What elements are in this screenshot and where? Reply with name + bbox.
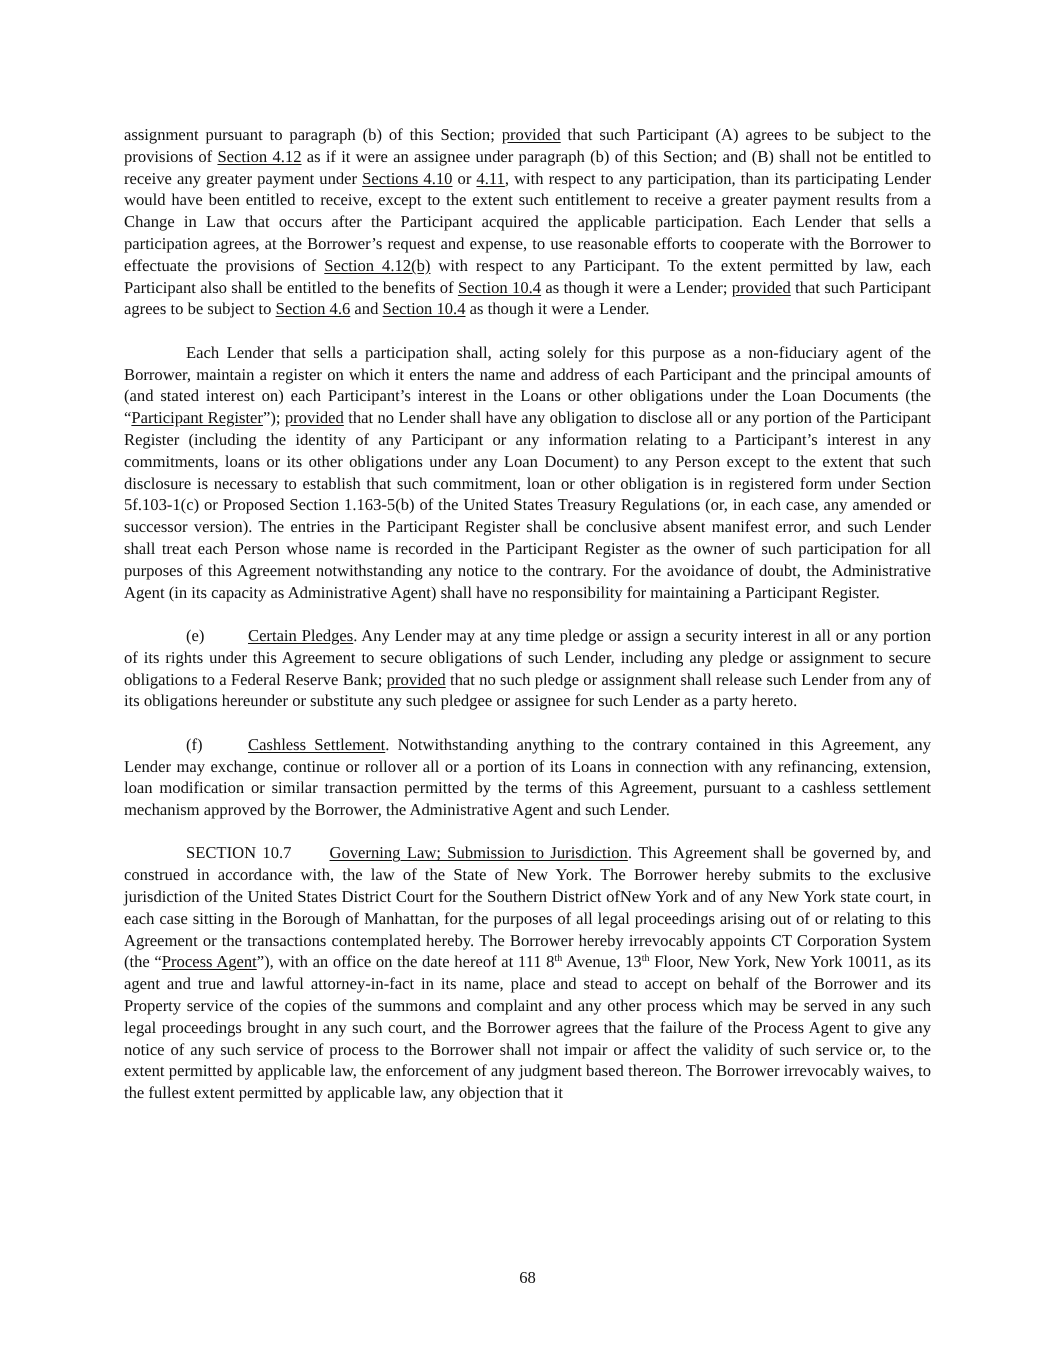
defined-term-provided: provided bbox=[731, 277, 791, 297]
clause-number: (e) bbox=[186, 625, 205, 645]
clause-number: (f) bbox=[186, 734, 203, 754]
defined-term-participant-register: Participant Register bbox=[131, 408, 263, 428]
section-reference: Section 4.12(b) bbox=[324, 255, 431, 275]
defined-term-provided: provided bbox=[386, 669, 446, 689]
text-run: , with respect to any participation, than its participating Lender would have been entitled to receive, except to the extent such entitlement to receive a greater payment results from a Change in Law that occurs after the Participant acquired the applicable participation. Each Lender that sells a participation agrees, at the Borrower’s request and expense, to use reasonable efforts to cooperate with the Borrower to effectuate the provisions of bbox=[124, 168, 931, 275]
section-reference: Section 10.4 bbox=[457, 277, 542, 297]
defined-term-provided: provided bbox=[284, 408, 344, 428]
section-reference: Section 10.4 bbox=[382, 299, 466, 319]
document-page bbox=[124, 124, 931, 1126]
text-run: Avenue, 13 bbox=[562, 952, 642, 972]
text-run: as if it were an assignee under paragraph (b) of this Section; and (B) shall not be entitled to receive any greater payment under bbox=[124, 146, 932, 188]
text-run: . Any Lender may at any time pledge or assign a security interest in all or any portion of its rights under this Agreement to secure obligations of such Lender, including any pledge or assignment to secure obligations to a Federal Reserve Bank; bbox=[124, 625, 931, 689]
paragraph-participant-register bbox=[124, 342, 931, 604]
section-heading: Governing Law; Submission to Jurisdiction bbox=[329, 843, 628, 863]
text-run: that such Participant (A) agrees to be subject to the provisions of bbox=[124, 125, 931, 166]
text-run: . Notwithstanding anything to the contrary contained in this Agreement, any Lender may exchange, continue or rollover all or a portion of its Loans in connection with any refinancing, extension, loan modification or similar transaction permitted by the terms of this Agreement, pursuant to a cashless settlement mechanism approved by the Borrower, the Administrative Agent and such Lender. bbox=[124, 734, 931, 820]
paragraph-certain-pledges bbox=[124, 625, 931, 712]
text-run: and bbox=[350, 299, 383, 319]
text-run: as though it were a Lender. bbox=[465, 299, 650, 319]
text-run: that no Lender shall have any obligation to disclose all or any portion of the Participant Register (including the identity of any Participant or any information relating to a Participant’s interest in any commitments, loans or its other obligations under any Loan Document) to any Person except to the extent that such disclosure is necessary to establish that such commitment, loan or other obligation is in registered form under Section 5f.103-1(c) or Proposed Section 1.163-5(b) of the United States Treasury Regulations (or, in each case, any amended or successor version). The entries in the Participant Register shall be conclusive absent manifest error, and such Lender shall treat each Person whose name is recorded in the Participant Register as the owner of such participation for all purposes of this Agreement notwithstanding any notice to the contrary. For the avoidance of doubt, the Administrative Agent (in its capacity as Administrative Agent) shall have no responsibility for maintaining a Participant Register. bbox=[124, 408, 931, 602]
text-run: ”); bbox=[262, 408, 285, 428]
section-reference: Section 4.12 bbox=[217, 146, 302, 166]
clause-heading: Certain Pledges bbox=[248, 625, 354, 645]
defined-term-provided: provided bbox=[501, 125, 561, 144]
paragraph-governing-law bbox=[124, 842, 931, 1104]
text-run: ”), with an office on the date hereof at 111 8 bbox=[256, 952, 555, 972]
text-run: . This Agreement shall be governed by, and construed in accordance with, the law of the State of New York. The Borrower hereby submits to the exclusive jurisdiction of the United States District Court for the Southern District ofNew York and of any New York state court, in each case sitting in the Borough of Manhattan, for the purposes of all legal proceedings arising out of or relating to this Agreement or the transactions contemplated hereby. The Borrower hereby irrevocably appoints CT Corporation System (the “ bbox=[124, 843, 931, 972]
page-number: 68 bbox=[519, 1268, 536, 1287]
text-run: as though it were a Lender; bbox=[541, 277, 732, 297]
paragraph-cashless-settlement bbox=[124, 734, 931, 821]
text-run: Each Lender that sells a participation shall, acting solely for this purpose as a non-fiduciary agent of the Borrower, maintain a register on which it enters the name and address of each Participant and the principal amounts of (and stated interest on) each Participant’s interest in the Loans or other obligations under the Loan Documents (the “ bbox=[124, 342, 931, 428]
clause-heading: Cashless Settlement bbox=[248, 734, 386, 754]
text-run: that no such pledge or assignment shall release such Lender from any of its obligations hereunder or substitute any such pledgee or assignee for such Lender as a party hereto. bbox=[124, 669, 932, 711]
text-run: or bbox=[452, 168, 477, 188]
superscript-ordinal: th bbox=[554, 953, 563, 965]
text-run: with respect to any Participant. To the extent permitted by law, each Participant also shall be entitled to the benefits of bbox=[124, 255, 932, 297]
text-run: assignment pursuant to paragraph (b) of this Section; bbox=[124, 125, 502, 144]
text-run: Floor, New York, New York 10011, as its agent and true and lawful attorney-in-fact in its name, place and stead to accept on behalf of the Borrower and its Property service of the copies of the summons and complaint and any other process which may be served in any such legal proceedings brought in any such court, and the Borrower agrees that the failure of the Process Agent to give any notice of any such service of process to the Borrower shall not impair or affect the validity of such service or, to the extent permitted by applicable law, the enforcement of any judgment based thereon. The Borrower irrevocably waives, to the fullest extent permitted by applicable law, any objection that it bbox=[124, 952, 931, 1103]
section-reference: Section 4.6 bbox=[275, 299, 351, 319]
text-run: that such Participant agrees to be subject to bbox=[124, 277, 931, 319]
section-reference: Sections 4.10 bbox=[362, 168, 453, 188]
defined-term-process-agent: Process Agent bbox=[161, 952, 257, 972]
section-reference: 4.11 bbox=[476, 168, 505, 188]
superscript-ordinal: th bbox=[641, 953, 650, 965]
section-number: SECTION 10.7 bbox=[186, 843, 292, 863]
paragraph-participations-continued bbox=[124, 124, 931, 320]
